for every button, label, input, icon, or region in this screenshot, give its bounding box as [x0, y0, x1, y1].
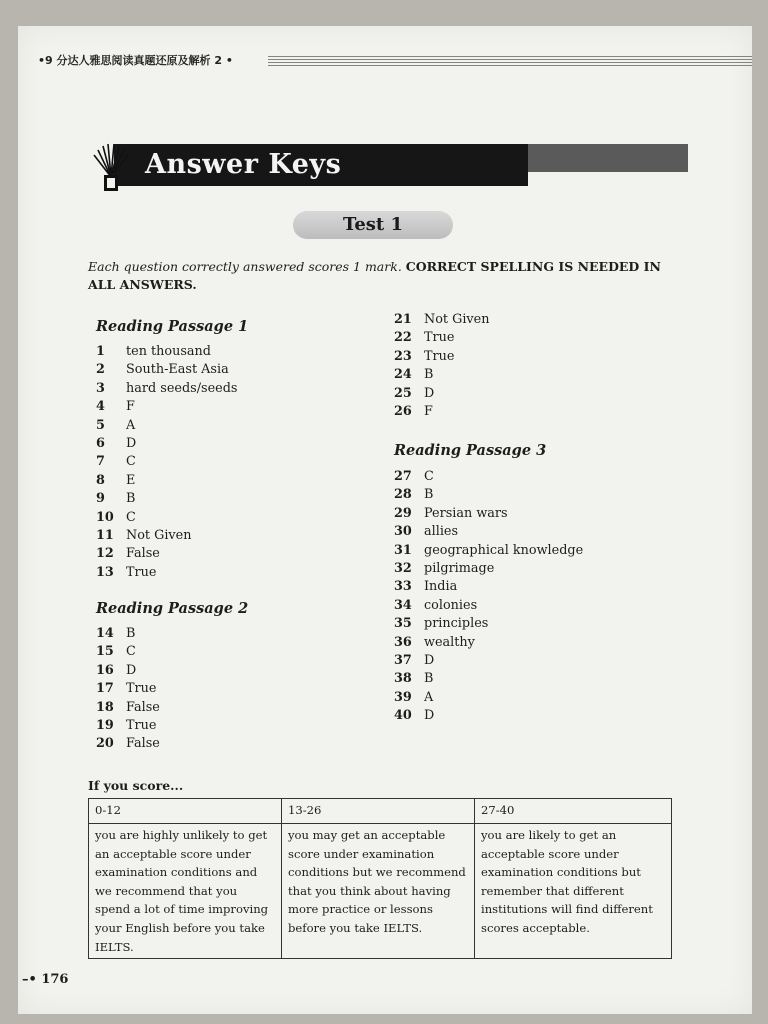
book-page [18, 26, 752, 1014]
list-item: 1 ten thousand [96, 344, 211, 359]
passage3-answers [394, 468, 583, 725]
passage2-answers [96, 625, 160, 754]
running-head: •9 分达人雅思阅读真题还原及解析 2 • [38, 54, 233, 67]
list-item: 36 wealthy [394, 634, 475, 650]
passage1-heading: Reading Passage 1 [96, 318, 249, 335]
list-item: 17 True [96, 681, 157, 697]
list-item: 31 geographical knowledge [394, 542, 584, 558]
table-header-cell: 0-12 [89, 799, 282, 824]
header-rule [268, 56, 752, 68]
passage2-answers-continued [394, 311, 489, 421]
list-item: 40 D [394, 708, 435, 724]
passage3-heading: Reading Passage 3 [394, 442, 547, 459]
answer-keys-banner [90, 141, 688, 193]
list-item: 25 D [394, 385, 435, 401]
page-number: –• 176 [22, 972, 69, 987]
list-item: 29 Persian wars [394, 505, 508, 521]
list-item: 13 True [96, 564, 157, 580]
banner-title: Answer Keys [145, 149, 342, 180]
list-item: 22 True [394, 330, 455, 346]
list-item: 35 principles [394, 616, 489, 632]
score-table [88, 798, 672, 959]
list-item: 11 Not Given [96, 527, 192, 543]
intro-text [88, 258, 678, 294]
list-item: 38 B [394, 671, 434, 687]
list-item: 8 E [96, 472, 136, 488]
list-item: 30 allies [394, 524, 459, 540]
list-item: 23 True [394, 348, 455, 364]
list-item: 26 F [394, 403, 433, 419]
list-item: 21 Not Given [394, 312, 490, 327]
list-item: 4 F [96, 399, 135, 415]
table-header-cell: 13-26 [282, 799, 475, 824]
banner-gray-bar [528, 144, 688, 172]
list-item: 27 C [394, 469, 434, 484]
list-item: 33 India [394, 579, 458, 595]
table-cell: you are likely to get an acceptable score under examination conditions but remember that different institutions will find different scores acceptable. [475, 824, 672, 959]
score-heading: If you score... [88, 778, 184, 793]
list-item: 32 pilgrimage [394, 560, 495, 576]
list-item: 12 False [96, 546, 160, 562]
table-cell: you may get an acceptable score under examination conditions but we recommend that you think about having more practice or lessons before you take IELTS. [282, 824, 475, 959]
list-item: 18 False [96, 699, 160, 715]
list-item: 6 D [96, 435, 137, 451]
table-header-cell: 27-40 [475, 799, 672, 824]
list-item: 24 B [394, 367, 434, 383]
list-item: 5 A [96, 417, 136, 433]
list-item: 7 C [96, 454, 136, 470]
passage2-heading: Reading Passage 2 [96, 600, 249, 617]
table-cell: you are highly unlikely to get an acceptable score under examination conditions and we recommend that you spend a lot of time improving your English before you take IELTS. [89, 824, 282, 959]
table-header-row [89, 799, 672, 824]
list-item: 37 D [394, 652, 435, 668]
list-item: 15 C [96, 644, 136, 660]
list-item: 10 C [96, 509, 136, 525]
test-title: Test 1 [293, 211, 453, 239]
list-item: 2 South-East Asia [96, 362, 229, 378]
passage1-answers [96, 343, 238, 582]
list-item: 34 colonies [394, 597, 478, 613]
list-item: 16 D [96, 662, 137, 678]
list-item: 14 B [96, 626, 136, 641]
intro-bold: CORRECT SPELLING IS NEEDED IN ALL ANSWERS. [88, 259, 661, 292]
book-fan-icon [90, 141, 132, 193]
list-item: 39 A [394, 689, 434, 705]
list-item: 28 B [394, 487, 434, 503]
intro-italic: Each question correctly answered scores 1 mark. [88, 259, 402, 274]
list-item: 20 False [96, 736, 160, 752]
list-item: 19 True [96, 717, 157, 733]
list-item: 3 hard seeds/seeds [96, 380, 238, 396]
list-item: 9 B [96, 491, 136, 507]
table-row [89, 824, 672, 959]
